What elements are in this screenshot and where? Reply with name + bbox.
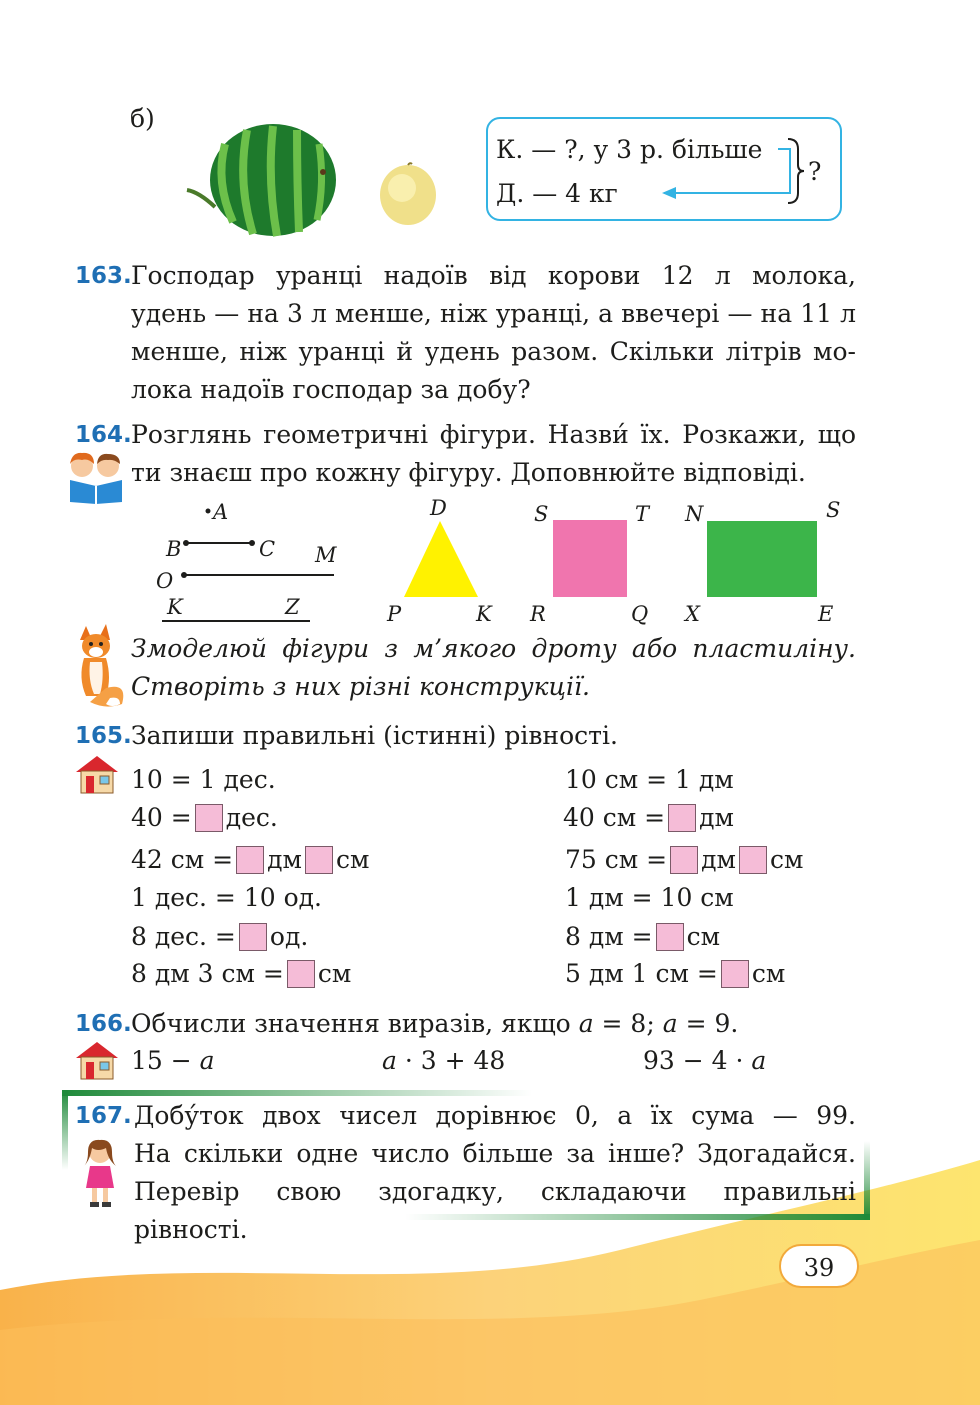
label-d: D xyxy=(430,496,447,520)
eq-right-1: 10 см = 1 дм xyxy=(565,765,734,794)
girl-icon xyxy=(78,1138,122,1208)
task-166-title xyxy=(131,1005,738,1043)
expression-2 xyxy=(382,1042,505,1080)
brief-line-1: К. — ?, у 3 р. більше xyxy=(496,135,763,164)
eq-left-1: 10 = 1 дес. xyxy=(131,765,276,794)
task-167-text xyxy=(134,1097,856,1249)
label-o: O xyxy=(156,569,174,593)
part-label: б) xyxy=(130,104,155,133)
task-166-number: 166. xyxy=(75,1011,132,1037)
square-stqr xyxy=(553,520,627,597)
eq-text: дм xyxy=(701,845,736,874)
label-m: M xyxy=(315,543,337,567)
brief-question-mark: ? xyxy=(808,157,822,186)
point-a xyxy=(206,509,211,514)
eq-text: см xyxy=(751,959,786,988)
eq-text: см xyxy=(769,845,804,874)
brief-arrows xyxy=(640,135,810,210)
eq-text: 8 дм = xyxy=(565,922,653,951)
eq-right-5 xyxy=(565,918,720,956)
task-164-line: Розглянь геометричні фігури. Назви́ їх. Розкажи, що xyxy=(131,420,856,449)
variable: a xyxy=(382,1046,397,1075)
eq-text: дм xyxy=(267,845,302,874)
expression-1 xyxy=(131,1042,215,1080)
kids-reading-icon xyxy=(64,450,128,504)
variable: a xyxy=(578,1009,594,1038)
task-167-line: Перевір свою здогадку, складаючи правильні рівності. xyxy=(134,1177,856,1244)
eq-left-2 xyxy=(131,799,278,837)
label-s2: S xyxy=(826,498,841,522)
task-164-line: ти знаєш про кожну фігуру. Доповнюйте відповіді. xyxy=(131,458,806,487)
label-k2: K xyxy=(476,602,492,626)
geometry-figures xyxy=(150,495,870,630)
expr-text: · 3 + 48 xyxy=(396,1046,506,1075)
expr-text: 93 − 4 · xyxy=(643,1046,752,1075)
house-icon xyxy=(74,1040,120,1080)
answer-box[interactable] xyxy=(670,846,698,874)
house-icon xyxy=(74,754,120,794)
fox-icon xyxy=(66,618,126,710)
label-k: K xyxy=(167,595,183,619)
eq-text: од. xyxy=(269,922,309,951)
expression-3 xyxy=(643,1042,766,1080)
eq-text: 75 см = xyxy=(565,845,668,874)
note-line: Створіть з них різні конструкції. xyxy=(131,672,590,701)
eq-left-6 xyxy=(131,955,351,993)
page-number: 39 xyxy=(779,1244,859,1288)
variable: a xyxy=(199,1046,215,1075)
task-163-text xyxy=(131,257,856,409)
task-165-title: Запиши правильні (істинні) рівності. xyxy=(131,721,618,750)
eq-text: дес. xyxy=(225,803,278,832)
triangle-dpk xyxy=(404,521,478,597)
label-s: S xyxy=(534,502,549,526)
eq-text: 8 дес. = xyxy=(131,922,236,951)
eq-text: 40 = xyxy=(131,803,192,832)
task-163-line: Господар уранці надоїв від корови 12 л молока, xyxy=(131,261,856,290)
variable: a xyxy=(751,1046,767,1075)
eq-right-6 xyxy=(565,955,785,993)
variable: a xyxy=(662,1009,678,1038)
watermelon-icon xyxy=(185,122,345,240)
eq-text: см xyxy=(317,959,352,988)
label-r: R xyxy=(530,602,546,626)
eq-left-4: 1 дес. = 10 од. xyxy=(131,883,322,912)
label-e: E xyxy=(818,602,834,626)
melon-icon xyxy=(378,160,438,226)
label-n: N xyxy=(685,502,704,526)
task-164-text xyxy=(131,416,856,492)
label-z: Z xyxy=(285,595,300,619)
answer-box[interactable] xyxy=(721,960,749,988)
eq-text: 5 дм 1 см = xyxy=(565,959,718,988)
eq-right-4: 1 дм = 10 см xyxy=(565,883,734,912)
eq-left-5 xyxy=(131,918,308,956)
answer-box[interactable] xyxy=(195,804,223,832)
answer-box[interactable] xyxy=(668,804,696,832)
title-text: = 8; xyxy=(593,1009,663,1038)
eq-left-3 xyxy=(131,841,369,879)
brief-line-2: Д. — 4 кг xyxy=(496,179,618,208)
title-text: Обчисли значення виразів, якщо xyxy=(131,1009,571,1038)
answer-box[interactable] xyxy=(305,846,333,874)
task-163-number: 163. xyxy=(75,263,132,289)
task-163-line: удень — на 3 л менше, ніж уранці, а ввечері — на 11 л xyxy=(131,299,856,328)
task-165-number: 165. xyxy=(75,723,132,749)
task-164-note xyxy=(131,630,856,706)
task-167-line: Добу́ток двох чисел дорівнює 0, а їх сума — 99. xyxy=(134,1101,856,1130)
label-q: Q xyxy=(631,602,649,626)
task-164-number: 164. xyxy=(75,422,132,448)
task-167-line: На скільки одне число більше за інше? Здогадайся. xyxy=(134,1139,856,1168)
eq-right-3 xyxy=(565,841,803,879)
label-p: P xyxy=(387,602,402,626)
eq-text: см xyxy=(686,922,721,951)
eq-text: 8 дм 3 см = xyxy=(131,959,284,988)
answer-box[interactable] xyxy=(739,846,767,874)
answer-box[interactable] xyxy=(236,846,264,874)
answer-box[interactable] xyxy=(239,923,267,951)
eq-text: дм xyxy=(699,803,734,832)
label-a: A xyxy=(213,500,229,524)
task-167-number: 167. xyxy=(75,1103,132,1129)
task-163-line: менше, ніж уранці й удень разом. Скільки літрів мо- xyxy=(131,337,856,366)
label-c: C xyxy=(259,537,276,561)
label-x: X xyxy=(685,602,700,626)
label-t: T xyxy=(635,502,650,526)
eq-text: 40 см = xyxy=(563,803,666,832)
task-163-line: лока надоїв господар за добу? xyxy=(131,375,531,404)
expr-text: 15 − xyxy=(131,1046,200,1075)
eq-text: 42 см = xyxy=(131,845,234,874)
rectangle-nsex xyxy=(707,521,817,597)
answer-box[interactable] xyxy=(287,960,315,988)
label-b: B xyxy=(166,537,182,561)
title-text: = 9. xyxy=(677,1009,739,1038)
eq-text: см xyxy=(335,845,370,874)
note-line: Змоделюй фігури з м’якого дроту або пластиліну. xyxy=(131,634,856,663)
eq-right-2 xyxy=(563,799,734,837)
answer-box[interactable] xyxy=(656,923,684,951)
